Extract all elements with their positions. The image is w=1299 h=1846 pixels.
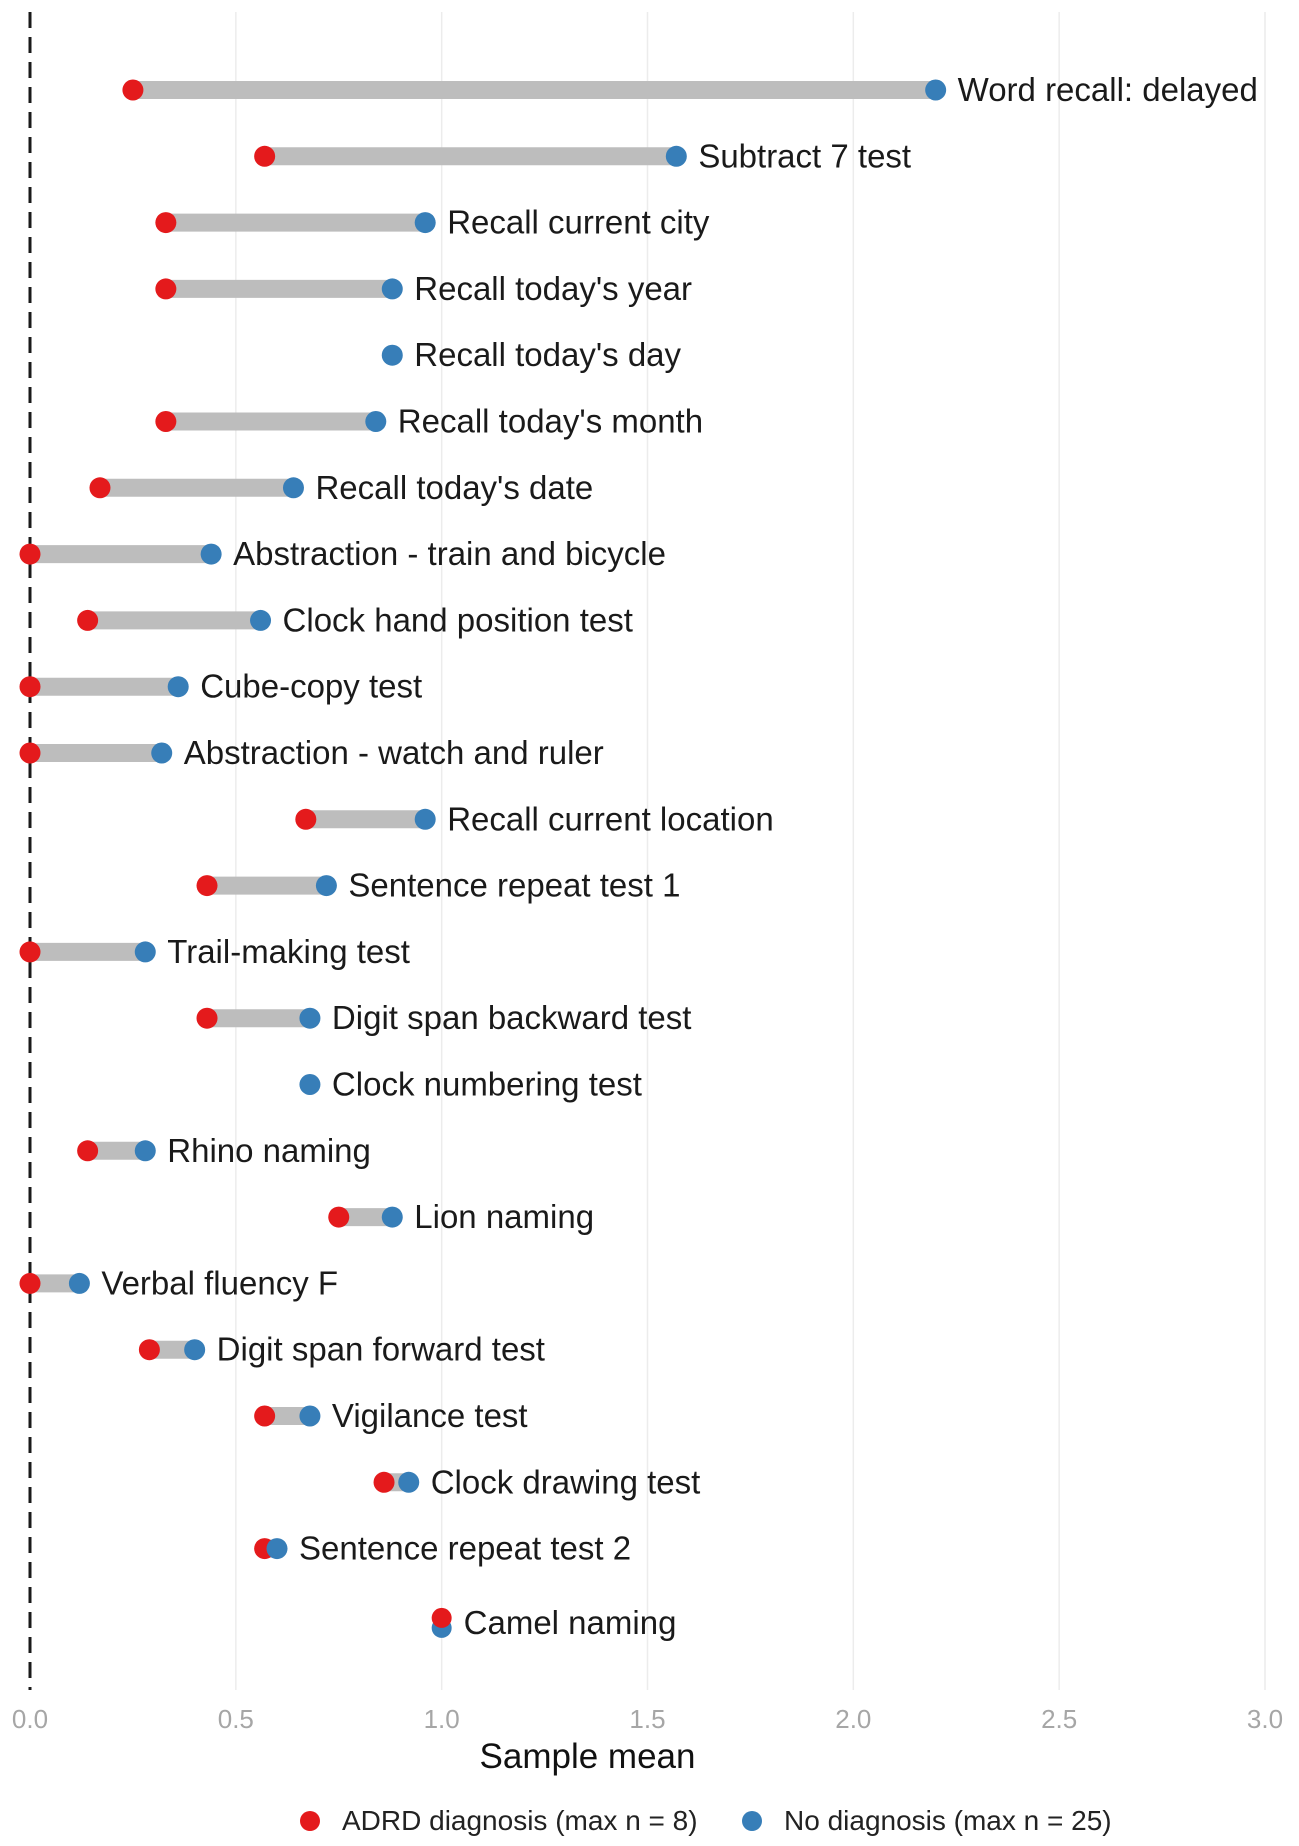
row-label: Digit span backward test xyxy=(331,999,692,1037)
no-diagnosis-point xyxy=(69,1273,90,1294)
vertical-gridlines xyxy=(236,12,1265,1690)
legend xyxy=(300,1805,1112,1836)
row-label: Clock hand position test xyxy=(282,601,633,639)
row-label: Recall today's year xyxy=(414,269,693,307)
row-label: Clock drawing test xyxy=(430,1463,701,1501)
row-label: Camel naming xyxy=(463,1603,677,1641)
no-diagnosis-point xyxy=(283,477,304,498)
adrd-point xyxy=(139,1339,160,1360)
no-diagnosis-point xyxy=(135,1140,156,1161)
no-diagnosis-point xyxy=(299,1074,320,1095)
adrd-point xyxy=(20,544,41,565)
adrd-point xyxy=(122,80,143,101)
row-label: Digit span forward test xyxy=(216,1330,545,1368)
x-tick-label: 0.5 xyxy=(217,1704,254,1734)
x-tick-label: 3.0 xyxy=(1246,1704,1284,1734)
adrd-point xyxy=(254,1406,275,1427)
row-label: Word recall: delayed xyxy=(957,71,1258,108)
x-tick-label: 1.5 xyxy=(629,1704,666,1734)
adrd-point xyxy=(432,1608,452,1628)
adrd-point xyxy=(155,411,176,432)
adrd-point xyxy=(197,1008,218,1029)
row-label: Sentence repeat test 2 xyxy=(299,1529,632,1567)
row-label: Trail-making test xyxy=(167,932,410,970)
row-labels xyxy=(101,71,1257,1641)
no-diagnosis-point xyxy=(151,743,172,764)
row-label: Lion naming xyxy=(414,1198,595,1236)
adrd-point xyxy=(20,743,41,764)
row-label: Verbal fluency F xyxy=(101,1264,339,1302)
adrd-point xyxy=(197,875,218,896)
row-label: Sentence repeat test 1 xyxy=(348,866,681,904)
no-diagnosis-point xyxy=(299,1406,320,1427)
adrd-point xyxy=(77,610,98,631)
row-label: Recall today's day xyxy=(414,336,682,374)
no-diagnosis-point xyxy=(184,1339,205,1360)
legend-no-diagnosis-swatch xyxy=(742,1811,762,1831)
adrd-point xyxy=(77,1140,98,1161)
no-diagnosis-point xyxy=(925,80,946,101)
no-diagnosis-point xyxy=(299,1008,320,1029)
row-label: Rhino naming xyxy=(167,1131,371,1169)
legend-no-diagnosis-label: No diagnosis (max n = 25) xyxy=(784,1805,1112,1836)
row-label: Clock numbering test xyxy=(331,1065,642,1103)
no-diagnosis-point xyxy=(135,941,156,962)
row-label: Cube-copy test xyxy=(200,667,423,705)
row-label: Abstraction - watch and ruler xyxy=(183,734,604,771)
no-diagnosis-point xyxy=(267,1538,288,1559)
row-label: Recall current city xyxy=(447,203,710,241)
no-diagnosis-point xyxy=(382,278,403,299)
adrd-point xyxy=(20,941,41,962)
adrd-point xyxy=(155,278,176,299)
x-tick-label: 1.0 xyxy=(423,1704,460,1734)
adrd-point xyxy=(328,1207,349,1228)
no-diagnosis-point xyxy=(365,411,386,432)
x-tick-label: 0.0 xyxy=(11,1704,49,1734)
no-diagnosis-point xyxy=(666,146,687,167)
x-tick-label: 2.5 xyxy=(1041,1704,1078,1734)
row-label: Recall today's date xyxy=(315,468,594,506)
no-diagnosis-point xyxy=(168,676,189,697)
row-label: Subtract 7 test xyxy=(698,137,912,175)
no-diagnosis-point xyxy=(415,212,436,233)
no-diagnosis-point xyxy=(382,1207,403,1228)
row-label: Vigilance test xyxy=(331,1397,528,1434)
no-diagnosis-point xyxy=(382,345,403,366)
no-diagnosis-point xyxy=(201,544,222,565)
adrd-point xyxy=(20,1273,41,1294)
row-label: Abstraction - train and bicycle xyxy=(233,535,667,573)
no-diagnosis-point xyxy=(415,809,436,830)
no-diagnosis-point xyxy=(250,610,271,631)
adrd-point xyxy=(254,146,275,167)
no-diagnosis-point xyxy=(398,1472,419,1493)
x-tick-label: 2.0 xyxy=(835,1704,872,1734)
adrd-point xyxy=(374,1472,395,1493)
legend-adrd-swatch xyxy=(300,1811,320,1831)
row-label: Recall current location xyxy=(447,800,774,838)
row-label: Recall today's month xyxy=(397,402,704,440)
no-diagnosis-point xyxy=(316,875,337,896)
adrd-point xyxy=(20,676,41,697)
legend-adrd-label: ADRD diagnosis (max n = 8) xyxy=(342,1805,698,1836)
x-axis-label: Sample mean xyxy=(479,1737,696,1776)
adrd-point xyxy=(295,809,316,830)
adrd-point xyxy=(89,477,110,498)
x-axis-tick-labels xyxy=(12,1704,1283,1734)
adrd-point xyxy=(155,212,176,233)
